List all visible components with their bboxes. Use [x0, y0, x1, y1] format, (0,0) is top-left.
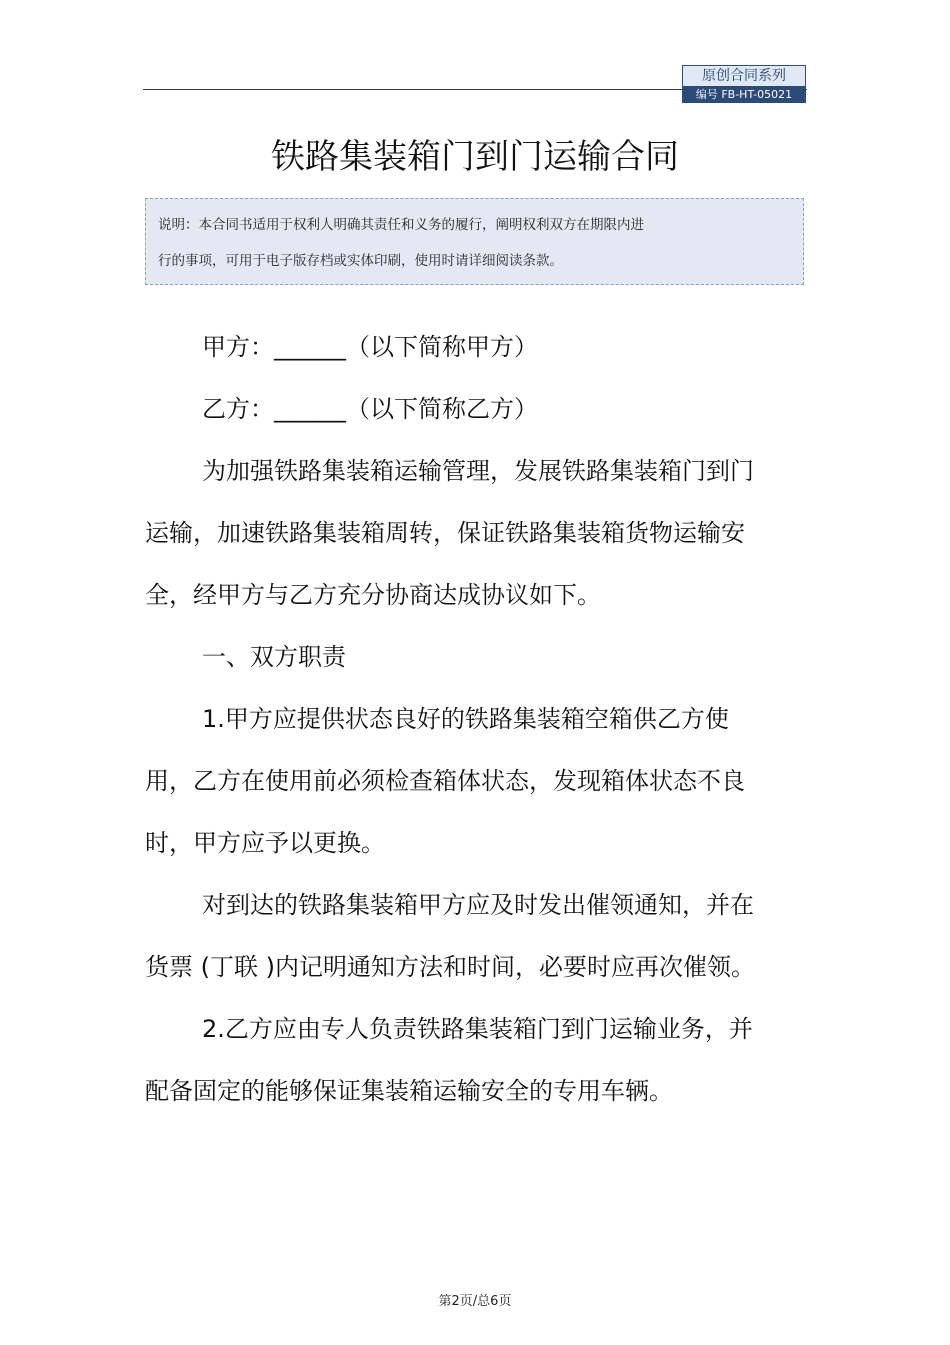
contract-code: 编号 FB-HT-05021 — [682, 86, 806, 103]
party-b-line: 乙方：______（以下简称乙方） — [202, 395, 538, 423]
party-a-line: 甲方：______（以下简称甲方） — [202, 333, 538, 361]
clause-1-notice: 对到达的铁路集装箱甲方应及时发出催领通知，并在货票 (丁联 )内记明通知方法和时间，必要时应再次催领。 — [145, 891, 755, 981]
contract-body — [145, 316, 775, 1122]
series-badge — [682, 65, 806, 103]
clause-2: 2.乙方应由专人负责铁路集装箱门到门运输业务，并配备固定的能够保证集装箱运输安全的专用车辆。 — [145, 1015, 753, 1105]
notice-line-1: 说明：本合同书适用于权利人明确其责任和义务的履行，阐明权利双方在期限内进 — [158, 217, 644, 233]
clause-1: 1.甲方应提供状态良好的铁路集装箱空箱供乙方使用，乙方在使用前必须检查箱体状态，发现箱体状态不良时，甲方应予以更换。 — [145, 705, 745, 857]
intro-paragraph: 为加强铁路集装箱运输管理，发展铁路集装箱门到门运输，加速铁路集装箱周转，保证铁路集装箱货物运输安全，经甲方与乙方充分协商达成协议如下。 — [145, 457, 754, 609]
page-number: 第2页/总6页 — [438, 1294, 512, 1309]
section-heading-1: 一、双方职责 — [202, 643, 346, 671]
notice-line-2: 行的事项，可用于电子版存档或实体印刷，使用时请详细阅读条款。 — [158, 253, 563, 269]
notice-box — [145, 198, 804, 285]
series-label: 原创合同系列 — [682, 65, 806, 86]
document-title: 铁路集装箱门到门运输合同 — [271, 137, 679, 177]
